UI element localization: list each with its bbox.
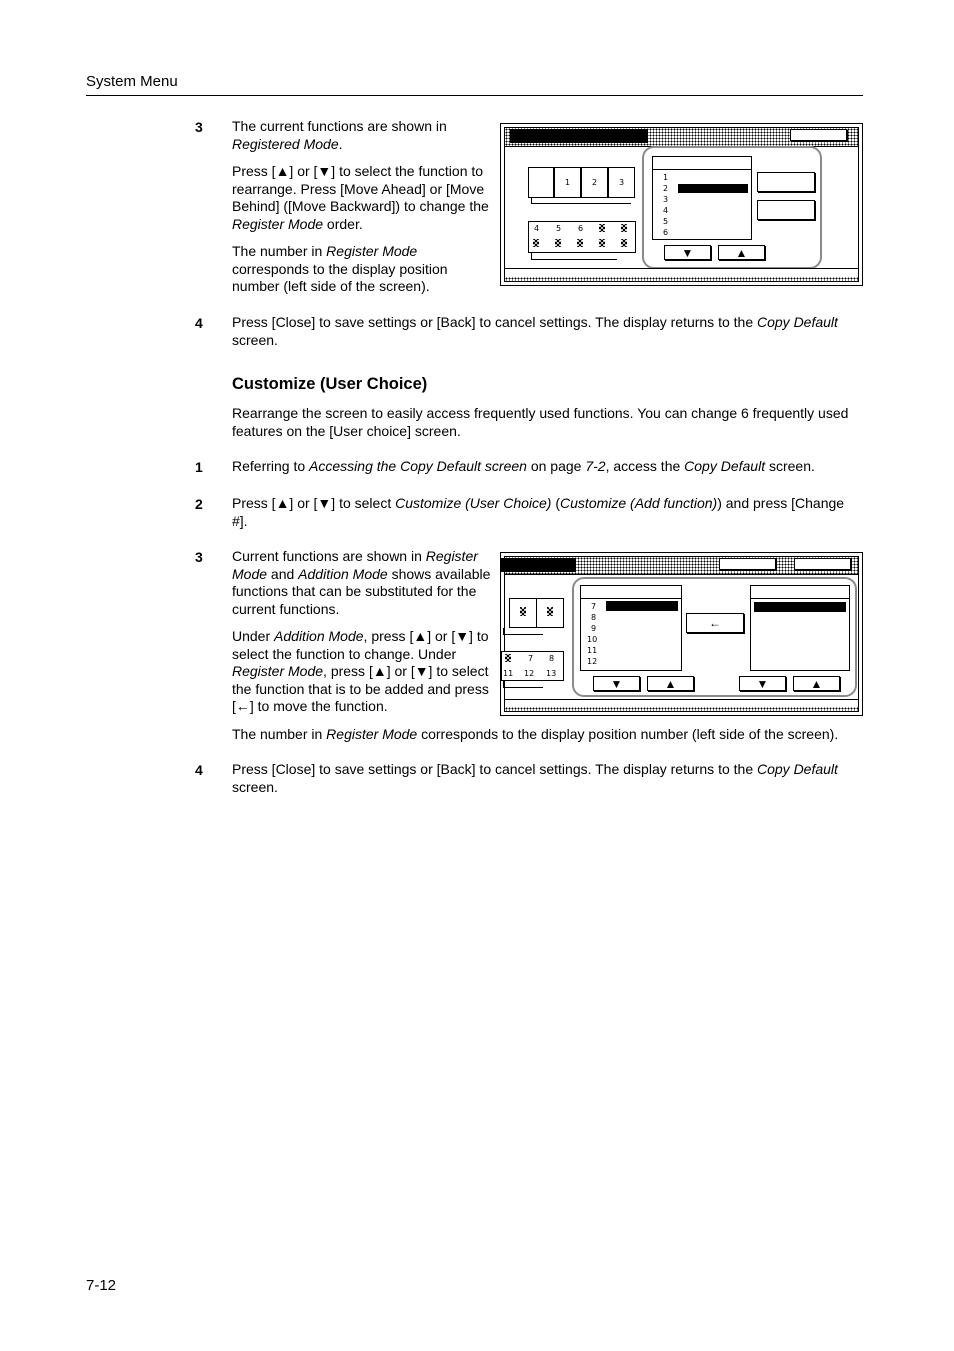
step-paragraph: Under Addition Mode, press [▲] or [▼] to select the function to change. Under Register Mode, press [▲] or [▼] to select the function that is to be added and press [←] to move the function. [232,628,489,714]
step-paragraph: The number in Register Mode corresponds to the display position number (left side of the screen). [232,726,839,742]
register-mode-list[interactable]: 1 2 3 4 5 6 [652,156,752,240]
addition-mode-list[interactable] [750,585,850,671]
running-header: System Menu [86,73,178,90]
step-number: 3 [195,119,203,135]
step-number: 2 [195,496,203,512]
function-slot-row: 4 5 6 [528,221,636,253]
step-paragraph: Press [Close] to save settings or [Back] to cancel settings. The display returns to the Copy Default screen. [232,314,838,348]
step-paragraph: The current functions are shown in Registered Mode. [232,118,447,152]
close-button[interactable] [794,558,851,570]
step-number: 4 [195,315,203,331]
step-paragraph: The number in Register Mode corresponds to the display position number (left side of the screen). [232,243,448,294]
step-number: 4 [195,762,203,778]
function-slot: 1 [554,167,581,198]
selected-row[interactable] [678,184,748,193]
title-label [510,129,648,143]
move-behind-button[interactable] [757,200,815,220]
step-number: 1 [195,459,203,475]
section-heading: Customize (User Choice) [232,375,428,393]
up-arrow-button[interactable]: ▲ [793,676,840,691]
function-slot-row [509,598,564,628]
back-button[interactable] [719,558,776,570]
function-slot-row: 7 8 11 12 13 [501,651,564,681]
move-ahead-button[interactable] [757,172,815,192]
register-mode-screen-illustration [500,123,863,286]
close-button[interactable] [790,129,847,141]
up-arrow-button[interactable]: ▲ [718,245,765,260]
step-paragraph: Press [Close] to save settings or [Back] to cancel settings. The display returns to the Copy Default screen. [232,761,838,795]
selected-row[interactable] [754,602,846,612]
step-paragraph: Referring to Accessing the Copy Default screen on page 7-2, access the Copy Default screen. [232,458,815,474]
function-slot: 2 [581,167,608,198]
function-slot [528,167,554,198]
title-label [501,558,576,572]
move-left-button[interactable]: ← [686,613,744,633]
step-paragraph: Current functions are shown in Register Mode and Addition Mode shows available functions that can be substituted for the current functions. [232,548,491,617]
page-number: 7-12 [86,1277,117,1294]
register-mode-list[interactable]: 7 8 9 10 11 12 [580,585,682,671]
step-number: 3 [195,549,203,565]
header-rule [86,95,863,96]
function-slot: 3 [608,167,635,198]
up-arrow-button[interactable]: ▲ [647,676,694,691]
selected-row[interactable] [606,601,678,611]
step-paragraph: Press [▲] or [▼] to select Customize (User Choice) (Customize (Add function)) and press [Change #]. [232,495,845,529]
section-intro: Rearrange the screen to easily access frequently used functions. You can change 6 frequently used features on the [User choice] screen. [232,405,849,439]
addition-mode-screen-illustration [500,552,863,716]
step-paragraph: Press [▲] or [▼] to select the function to rearrange. Press [Move Ahead] or [Move Behind] ([Move Backward]) to change the Register Mode order. [232,163,489,232]
down-arrow-button[interactable]: ▼ [739,676,786,691]
down-arrow-button[interactable]: ▼ [664,245,711,260]
down-arrow-button[interactable]: ▼ [593,676,640,691]
